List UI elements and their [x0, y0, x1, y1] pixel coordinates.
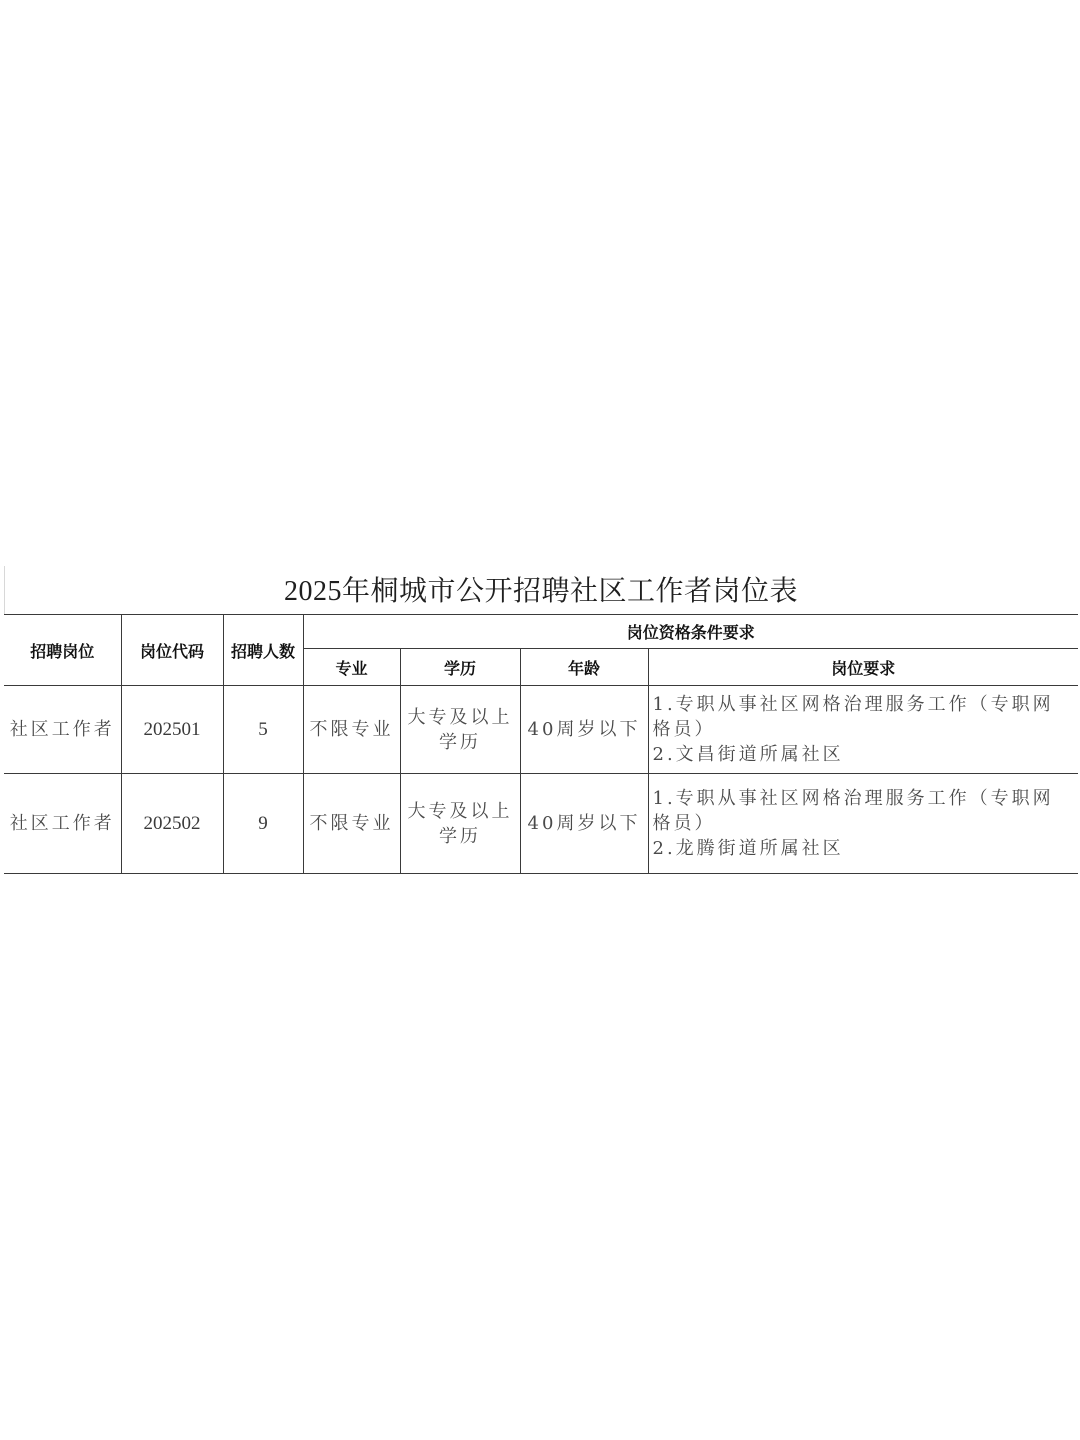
cell-code: 202502: [121, 774, 223, 874]
cell-major: 不限专业: [303, 686, 400, 774]
requirement-item: 1.专职从事社区网格治理服务工作（专职网格员）: [652, 788, 1054, 834]
header-qualifications: 岗位资格条件要求: [303, 615, 1078, 649]
header-count: 招聘人数: [223, 615, 303, 686]
cell-position: 社区工作者: [4, 774, 121, 874]
header-row-1: [4, 615, 1078, 649]
header-major: 专业: [303, 649, 400, 686]
page-edge-line: [4, 566, 5, 614]
requirement-item: 2.文昌街道所属社区: [652, 744, 844, 765]
document-title: 2025年桐城市公开招聘社区工作者岗位表: [283, 576, 798, 607]
cell-position: 社区工作者: [4, 686, 121, 774]
header-code: 岗位代码: [121, 615, 223, 686]
header-age: 年龄: [520, 649, 648, 686]
header-position: 招聘岗位: [4, 615, 121, 686]
cell-requirements: [648, 686, 1078, 774]
cell-age: 40周岁以下: [520, 774, 648, 874]
requirement-item: 2.龙腾街道所属社区: [652, 838, 844, 859]
cell-code: 202501: [121, 686, 223, 774]
recruitment-table: [4, 614, 1078, 874]
recruitment-document: [4, 566, 1078, 874]
header-requirements: 岗位要求: [648, 649, 1078, 686]
cell-education: 大专及以上学历: [400, 686, 520, 774]
cell-count: 9: [223, 774, 303, 874]
table-row: [4, 774, 1078, 874]
cell-age: 40周岁以下: [520, 686, 648, 774]
header-education: 学历: [400, 649, 520, 686]
cell-education: 大专及以上学历: [400, 774, 520, 874]
cell-requirements: [648, 774, 1078, 874]
table-row: [4, 686, 1078, 774]
cell-count: 5: [223, 686, 303, 774]
cell-major: 不限专业: [303, 774, 400, 874]
requirement-item: 1.专职从事社区网格治理服务工作（专职网格员）: [652, 694, 1054, 740]
